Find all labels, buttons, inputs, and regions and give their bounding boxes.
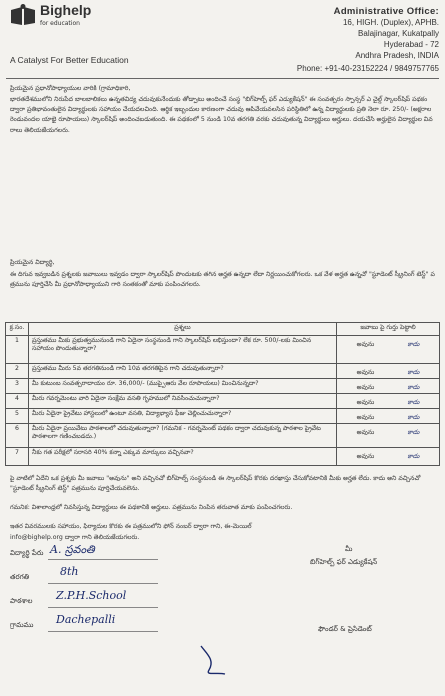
answer-no-checked[interactable]: కాదు: [407, 341, 420, 348]
row-question: మీరు గవర్నమెంటు వారి ఏదైనా సంక్షేమ వసతి గృహములో నివసించుచున్నారా?: [29, 394, 337, 409]
row-question: ప్రస్తుతము మీకు ప్రభుత్వమునుండి గాని ఏదైనా సంస్థనుండి గాని స్కాలర్‌షిప్ లభిస్తుందా? లేక రూ. 500/-లకు మించిన సహాయం పొందుతున్నారా?: [29, 336, 337, 364]
answer-no-checked[interactable]: కాదు: [407, 453, 420, 460]
intro-paragraph: భారతదేశములోని నిరుపేద బాలబాలికలు ఉన్నతవిద్య చదువుకునేందుకు తోడ్పాటు అందించే సంస్థ "బిగ్‌హెల్ప్ ఫర్ ఎడ్యుకేషన్" ఈ సంవత్సరం స్పాన్సర్ ఎ చైల్డ్ స్కాలర్‌షిప్ పథకం ద్వారా ప్రతిభావంతులైన విద్యార్థులకు సహాయం చేయదలచింది. ఆర్థిక ఇబ్బందుల కారణంగా చదువు ఆపివేయవలసిన పరిస్థితిలో ఉన్న విద్యార్థులకు ప్రతి నెలా రూ. 250/- (అక్షరాల రెండువందల యాభై రూపాయలు) స్కాలర్‌షిప్ అందించబడుతుంది. ఈ పథకంలో 5 నుండి 10వ తరగతి వరకు చదువుతున్న విద్యార్థులు అర్హులు. దయచేసి అర్హులైన విద్యార్థుల వివరాలు తెలియజేయగలరు.: [10, 96, 433, 134]
student-salutation: ప్రియమైన విద్యార్థి,: [10, 259, 55, 266]
answer-no-checked[interactable]: కాదు: [407, 369, 420, 376]
field-underline: [48, 559, 158, 560]
answer-yes[interactable]: అవును: [356, 384, 375, 391]
row-answer[interactable]: [337, 364, 440, 379]
answer-no-checked[interactable]: కాదు: [407, 414, 420, 421]
instructions-paragraph: ఈ దిగువ ఇవ్వబడిన ప్రశ్నలకు జవాబులు ఇవ్వడం ద్వారా స్కాలర్‌షిప్ పొందుటకు తగిన అర్హత ఉన్నదా లేదా నిర్ణయించుకోగలరు. ఒక వేళ అర్హత ఉన్నచో "స్టూడెంట్ స్క్రీనింగ్ టెస్ట్" పత్రమును పూర్తిచేసి మీ ప్రధానోపాధ్యాయుని గారి సంతకంతో మాకు పంపించగలరు.: [10, 271, 435, 289]
screening-questions-table: [5, 322, 440, 466]
field-underline: [48, 583, 158, 584]
student-name-label: విద్యార్థి పేరు: [10, 549, 44, 557]
row-question: మీరు ఏదైనా ప్రయివేటు పాఠశాలలో చదువుతున్నారా? (గమనిక - గవర్నమెంట్ పథకం ద్వారా చదువుకున్న పాఠశాల ప్రైవేట పాఠశాలగా గణించబడదు.): [29, 424, 337, 448]
table-row: [6, 394, 440, 409]
row-number: 1: [6, 336, 29, 364]
salutation: ప్రియమైన ప్రధానోపాధ్యాయుల వారికి (గ్రామాధికారి,: [10, 85, 131, 92]
signoff-org: బిగ్‌హెల్ప్ ఫర్ ఎడ్యుకేషన్: [310, 558, 378, 566]
address-line: Balajinagar, Kukatpally: [358, 29, 439, 38]
answer-yes[interactable]: అవును: [356, 453, 375, 460]
row-number: 5: [6, 409, 29, 424]
eligibility-note: పై వాటిలో ఏదేని ఒక ప్రశ్నకు మీ జవాబు "అవును" అని వచ్చినచో బిగ్‌హెల్ప్ సంస్థనుండి ఈ స్కాలర్‌షిప్ కొరకు దరఖాస్తు చేసుకోవటానికి మీకు అర్హత లేదు. కాదు అని వచ్చినచో "స్టూడెంట్ స్క్రీనింగ్ టెస్ట్" పత్రమును పూర్తిచేయవలెను.: [10, 475, 421, 493]
answer-yes[interactable]: అవును: [356, 369, 375, 376]
class-value[interactable]: 8th: [60, 565, 79, 578]
signature-mark: [195, 640, 235, 680]
table-header-row: [6, 323, 440, 336]
table-row: [6, 424, 440, 448]
row-answer[interactable]: [337, 379, 440, 394]
class-label: తరగతి: [10, 573, 30, 581]
row-answer[interactable]: [337, 394, 440, 409]
school-value[interactable]: Z.P.H.School: [56, 589, 127, 602]
field-underline: [48, 631, 158, 632]
answer-yes[interactable]: అవును: [356, 399, 375, 406]
row-question: మీ కుటుంబ సంవత్సరాదాయం రూ. 36,000/- (ముప్పైఆరు వేల రూపాయలు) మించినున్నదా?: [29, 379, 337, 394]
contact-note: ఇతర వివరములకు సహాయం, ఫిర్యాదుల కొరకు ఈ పత్రములోని ఫోన్ నంబర్ ద్వారా గాని, ఈ-మెయిల్: [10, 523, 252, 530]
answer-no-checked[interactable]: కాదు: [407, 384, 420, 391]
founder-title: ఫౌండర్ & ప్రెసిడెంట్: [318, 625, 372, 633]
header-question: ప్రశ్నలు: [29, 323, 337, 336]
table-row: [6, 379, 440, 394]
answer-yes[interactable]: అవును: [356, 429, 375, 436]
row-question: నీకు గత పరీక్షలో సరాసరి 40% కన్నా ఎక్కువ మార్కులు వచ్చినవా?: [29, 448, 337, 466]
row-number: 4: [6, 394, 29, 409]
book-logo-icon: [10, 4, 36, 26]
answer-yes[interactable]: అవును: [356, 414, 375, 421]
email-note: info@bighelp.org ద్వారా గాని తెలియజేయగలరు.: [10, 534, 140, 541]
table-row: [6, 364, 440, 379]
header-divider: [6, 78, 439, 79]
row-number: 6: [6, 424, 29, 448]
table-row: [6, 448, 440, 466]
address-line: 16, HIGH. (Duplex), APHB.: [342, 18, 439, 27]
answer-no-checked[interactable]: కాదు: [407, 399, 420, 406]
office-address-block: [239, 6, 439, 73]
school-label: పాఠశాల: [10, 597, 33, 605]
row-number: 2: [6, 364, 29, 379]
header-answer: జవాబు పై గుర్తు పెట్టాలి: [337, 323, 440, 336]
row-answer[interactable]: [337, 409, 440, 424]
row-number: 3: [6, 379, 29, 394]
tagline: A Catalyst For Better Education: [10, 55, 129, 65]
row-answer[interactable]: [337, 336, 440, 364]
signoff-line: మీ: [345, 545, 353, 553]
notice-note: గమనిక: విశాలాంధ్రలో నివసిస్తున్న విద్యార్థులు ఈ పథకానికి అర్హులు. పత్రమును నింపిన తరువాత మాకు పంపించగలరు.: [10, 504, 293, 511]
org-name: Bighelp: [40, 2, 92, 18]
village-label: గ్రామము: [10, 621, 34, 629]
row-answer[interactable]: [337, 424, 440, 448]
row-answer[interactable]: [337, 448, 440, 466]
phone-line: Phone: +91-40-23152224 / 9849757765: [296, 64, 439, 73]
header-number: క్ర.సం.: [6, 323, 29, 336]
answer-yes[interactable]: అవును: [356, 341, 375, 348]
table-row: [6, 409, 440, 424]
table-row: [6, 336, 440, 364]
field-underline: [48, 607, 158, 608]
row-number: 7: [6, 448, 29, 466]
answer-no-checked[interactable]: కాదు: [407, 429, 420, 436]
org-subtitle: for education: [40, 20, 80, 27]
address-line: Andhra Pradesh, INDIA: [355, 51, 439, 60]
village-value[interactable]: Dachepalli: [56, 613, 116, 626]
office-title: Administrative Office:: [333, 6, 439, 17]
row-question: మీరు ఏదైనా ప్రైవేటు హాస్టలులో ఉంటూ వసతి, విద్యాభ్యాస ఫీజు చెల్లించుచున్నారా?: [29, 409, 337, 424]
student-name-value[interactable]: A. స్రవంతి: [50, 543, 95, 556]
address-line: Hyderabad - 72: [383, 40, 439, 49]
row-question: ప్రస్తుతము మీరు 5వ తరగతినుండి గాని 10వ తరగతిపైన గాని చదువుతున్నారా?: [29, 364, 337, 379]
